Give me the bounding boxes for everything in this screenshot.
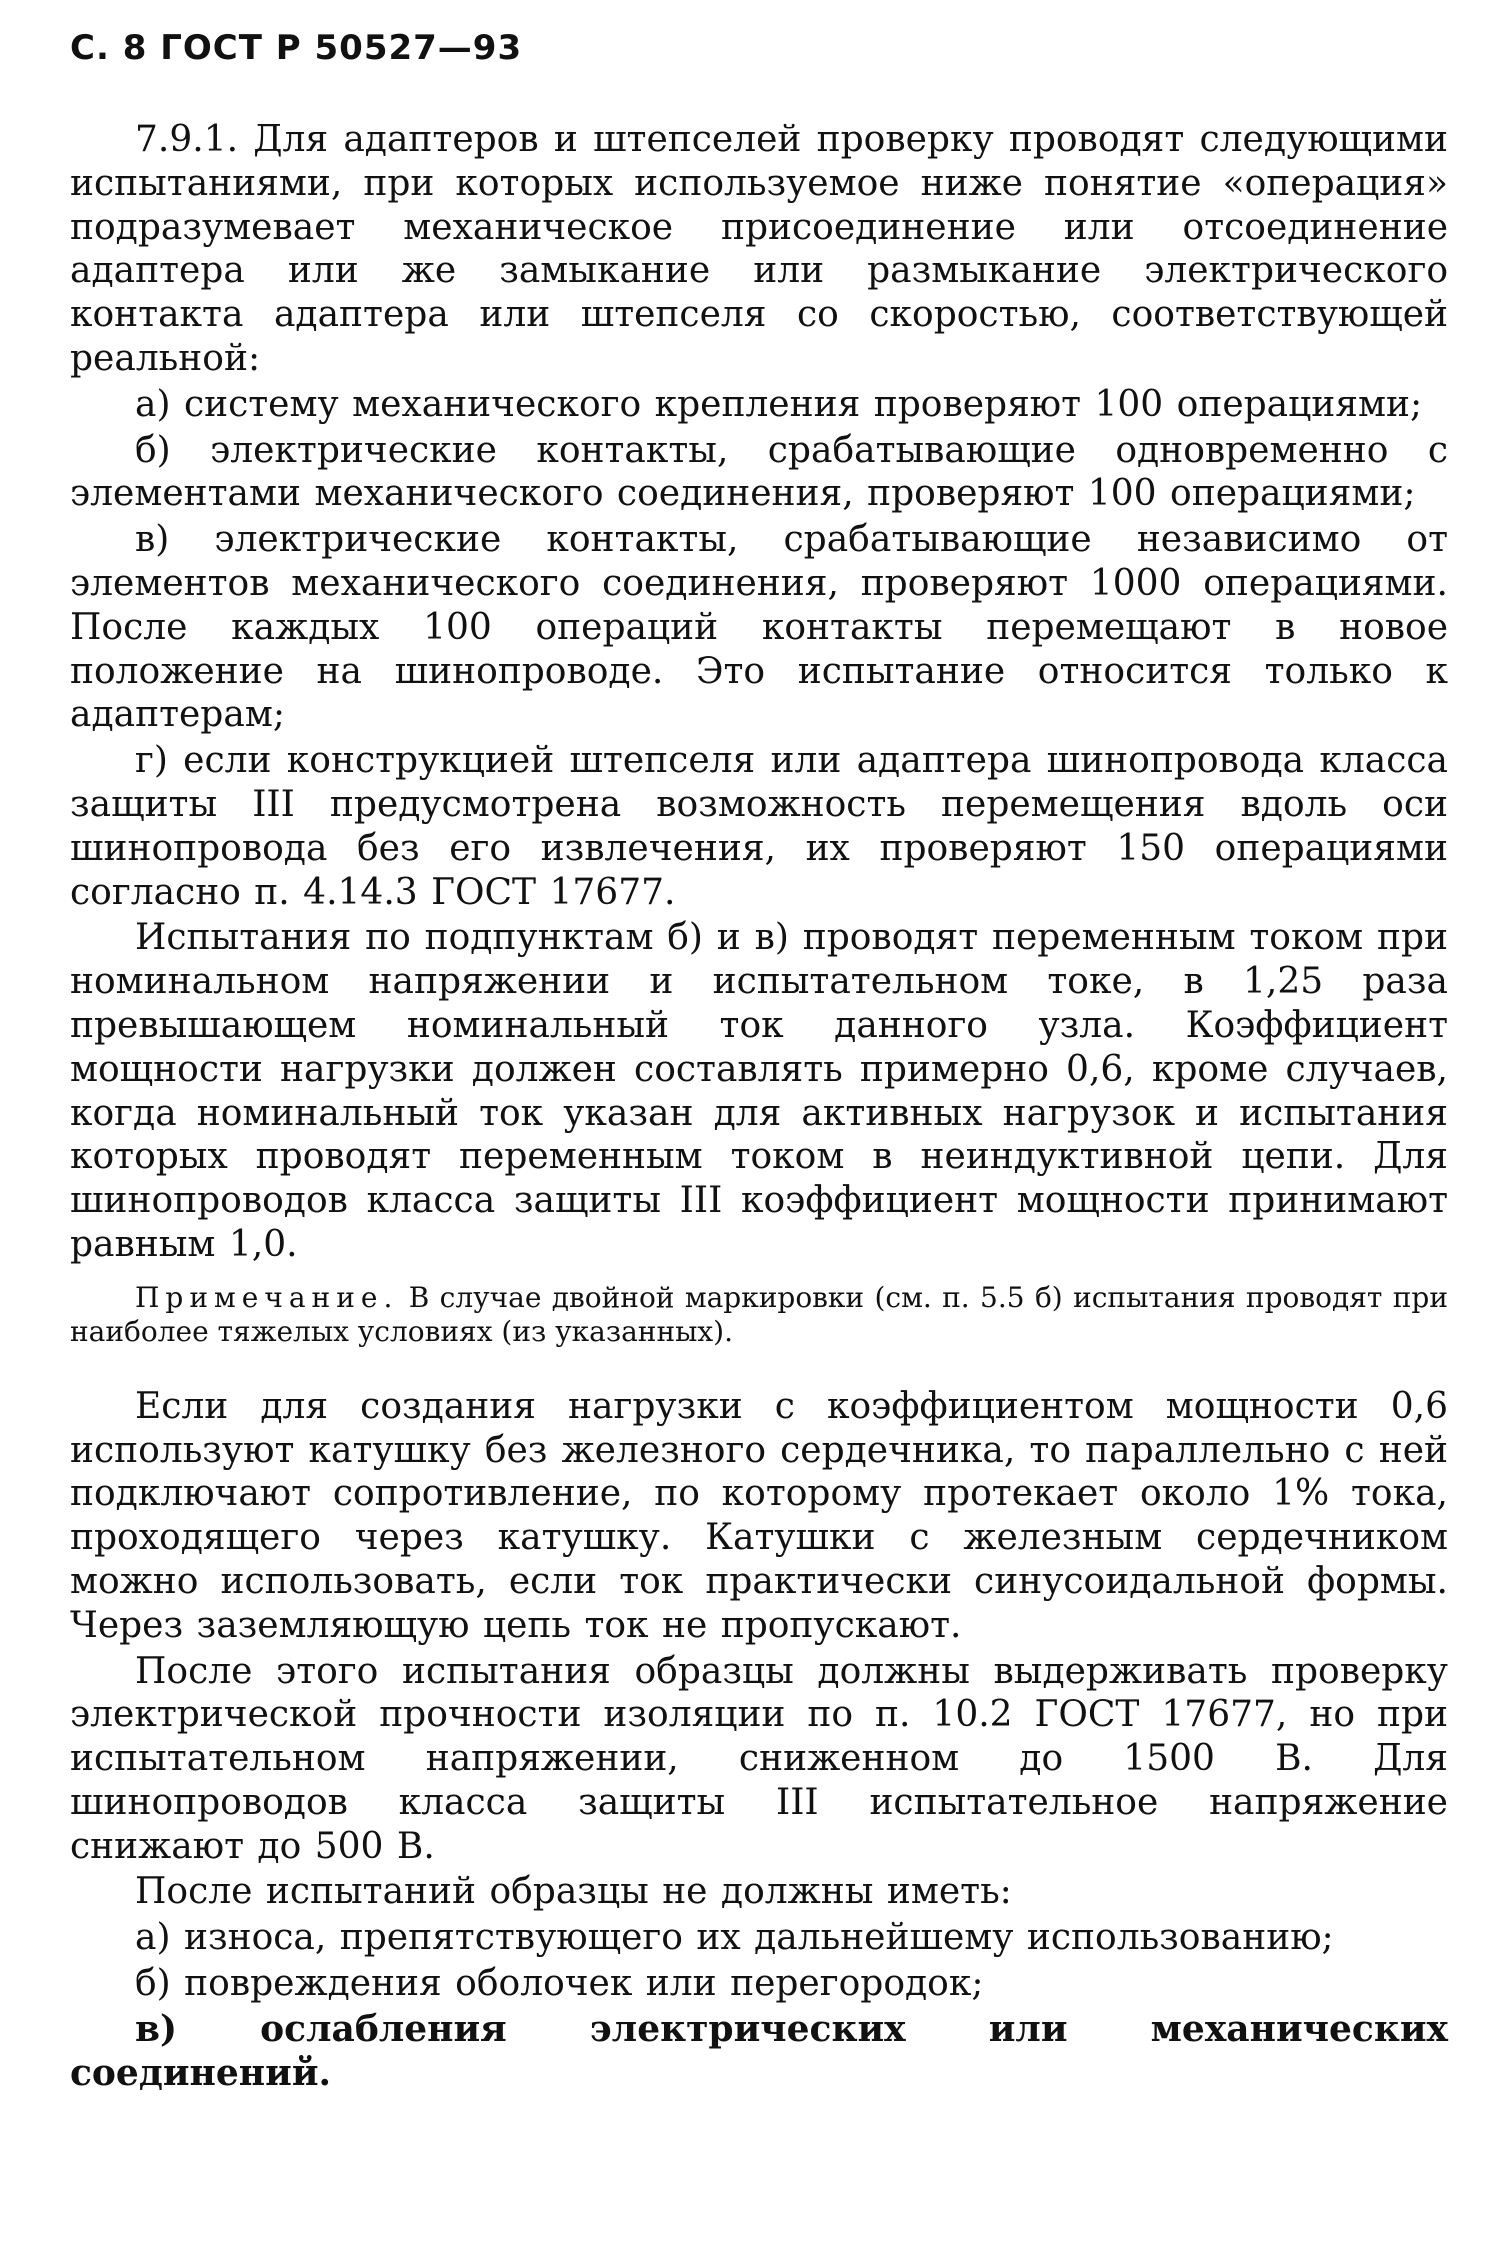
- paragraph-requirements-intro: После испытаний образцы не должны иметь:: [135, 1871, 1012, 1913]
- running-head: С. 8 ГОСТ Р 50527—93: [70, 28, 523, 68]
- note-text: В случае двойной маркировки (см. п. 5.5 б) испытания проводят при наиболее тяжелых условиях (из указанных).: [70, 1280, 1448, 1348]
- paragraph-test-conditions: Испытания по подпунктам б) и в) проводят переменным током при номинальном напряжении и испытательном токе, в 1,25 раза превышающем номинальный ток данного узла. Коэффициент мощности нагрузки должен составлять примерно 0,6, кроме случаев, когда номинальный ток указан для активных нагрузок и испытания которых проводят переменным током в неиндуктивной цепи. Для шинопроводов класса защиты III коэффициент мощности принимают равным 1,0.: [70, 917, 1448, 1265]
- document-body: [70, 118, 1448, 2097]
- requirement-item-b: б) повреждения оболочек или перегородок;: [135, 1963, 984, 2005]
- list-item-b-simultaneous-contacts: б) электрические контакты, срабатывающие одновременно с элементами механического соединения, проверяют 100 операциями;: [70, 429, 1448, 515]
- list-item-a-mechanical-fixing: а) систему механического крепления проверяют 100 операциями;: [135, 383, 1423, 425]
- note: [70, 1281, 1448, 1349]
- requirement-item-v: в) ослабления электрических или механических соединений.: [70, 2007, 1448, 2094]
- paragraph-7-9-1: 7.9.1. Для адаптеров и штепселей проверку проводят следующими испытаниями, при которых используемое ниже понятие «операция» подразумевает механическое присоединение или отсоединение адаптера или же замыкание или размыкание электрического контакта адаптера или штепселя со скоростью, соответствующей реальной:: [70, 119, 1448, 379]
- requirement-item-a: а) износа, препятствующего их дальнейшему использованию;: [135, 1917, 1334, 1959]
- paragraph-coil-load: Если для создания нагрузки с коэффициентом мощности 0,6 используют катушку без железного сердечника, то параллельно с ней подключают сопротивление, по которому протекает около 1% тока, проходящего через катушку. Катушки с железным сердечником можно использовать, если ток практически синусоидальной формы. Через заземляющую цепь ток не пропускают.: [70, 1385, 1448, 1646]
- list-item-v-independent-contacts: в) электрические контакты, срабатывающие независимо от элементов механического соединения, проверяют 1000 операциями. После каждых 100 операций контакты перемещают в новое положение на шинопроводе. Это испытание относится только к адаптерам;: [70, 519, 1448, 736]
- paragraph-dielectric-strength: После этого испытания образцы должны выдерживать проверку электрической прочности изоляции по п. 10.2 ГОСТ 17677, но при испытательном напряжении, сниженном до 1500 В. Для шинопроводов класса защиты III испытательное напряжение снижают до 500 В.: [70, 1650, 1448, 1867]
- note-label: Примечание.: [135, 1280, 399, 1314]
- list-item-g-class-iii-movement: г) если конструкцией штепселя или адаптера шинопровода класса защиты III предусмотрена возможность перемещения вдоль оси шинопровода без его извлечения, их проверяют 150 операциями согласно п. 4.14.3 ГОСТ 17677.: [70, 740, 1448, 913]
